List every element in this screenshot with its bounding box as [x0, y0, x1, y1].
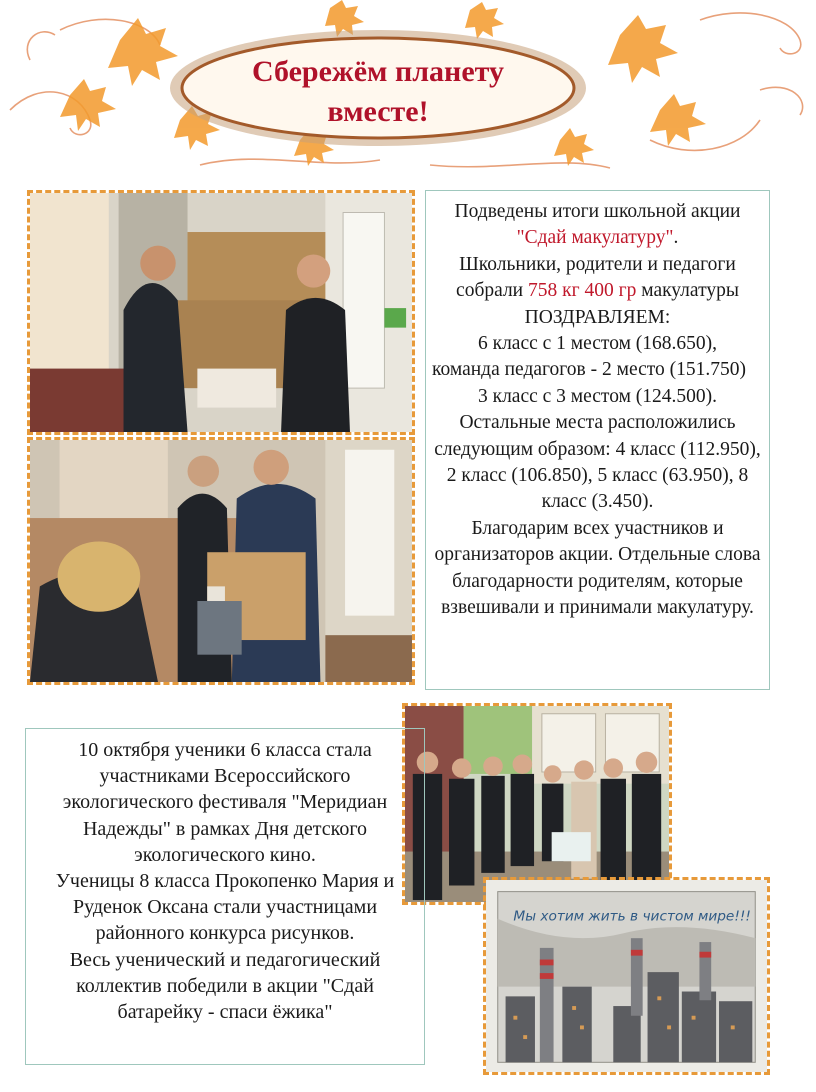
place-2: команда педагогов - 2 место (151.750): [432, 359, 747, 381]
battery-campaign-text: Весь ученический и педагогический коллектив победили в акции "Сдай батарейку - спаси ёжика": [69, 948, 381, 1024]
drawing-contest-text: Ученицы 8 класса Прокопенко Мария и Руденок Оксана стали участницами районного конкурса рисунков.: [55, 870, 395, 945]
collected-amount: 758 кг 400 гр: [528, 280, 637, 302]
other-places: Остальные места расположились следующим образом: 4 класс (112.950), 2 класс (106.850), 5 класс (63.950), 8 класс (3.450).: [434, 412, 761, 513]
thanks-text: Благодарим всех участников и организаторов акции. Отдельные слова благодарности родителям, которые взвешивали и принимали макулатуру.: [434, 517, 761, 619]
congrats-heading: ПОЗДРАВЛЯЕМ:: [524, 306, 671, 328]
place-3: 3 класс с 3 местом (124.500).: [477, 385, 718, 407]
page-title-line-2: вместе!: [327, 95, 429, 128]
photo-weighing-paper: [27, 437, 415, 685]
photo-students-festival: [402, 703, 672, 905]
festival-text: 10 октября ученики 6 класса стала участниками Всероссийского экологического фестиваля "Меридиан Надежды" в рамках Дня детского экологического кино.: [62, 739, 388, 866]
results-participants: Школьники, родители и педагоги: [459, 253, 736, 275]
drawing-caption: Мы хотим жить в чистом мире!!!: [513, 908, 751, 925]
photo-waste-paper-collection: [27, 190, 415, 435]
article-eco-festival: [25, 728, 425, 1065]
article-waste-paper-results: [425, 190, 770, 690]
results-collected: собрали 758 кг 400 гр макулатуры: [456, 280, 739, 302]
campaign-name: "Сдай макулатуру": [516, 227, 674, 249]
page-title-line-1: Сбережём планету: [251, 55, 504, 88]
place-1: 6 класс с 1 местом (168.650),: [477, 333, 718, 355]
photo-student-drawing: [483, 877, 770, 1075]
results-intro: Подведены итоги школьной акции "Сдай макулатуру".: [454, 201, 741, 249]
page-title: [178, 52, 578, 132]
